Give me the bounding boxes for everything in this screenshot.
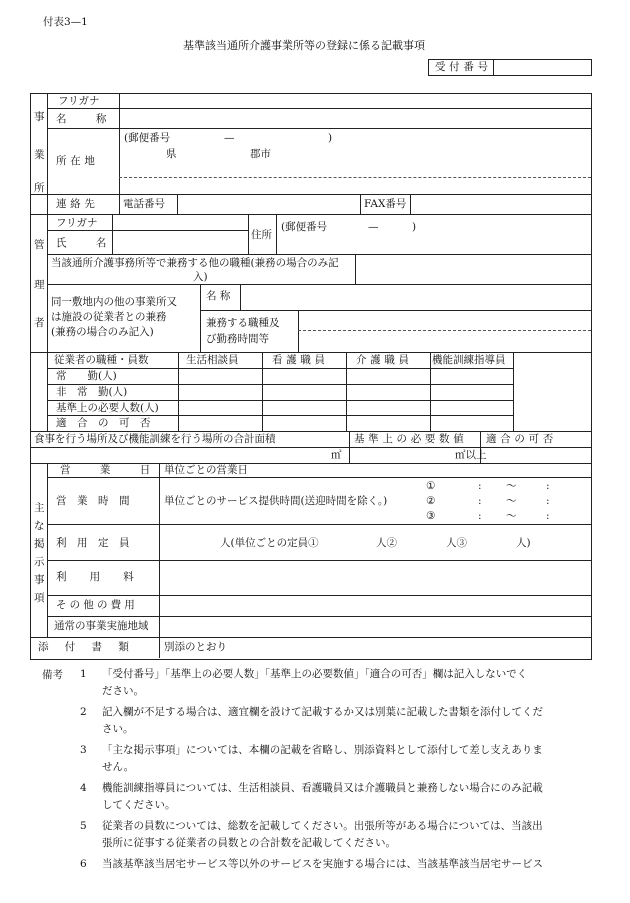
capacity-unit-3: 人③: [446, 537, 467, 549]
concurrent-job-label-line2: び勤務時間等: [206, 333, 269, 345]
note-3-line1: 「主な掲示事項」については、本欄の記載を省略し、別添資料として添付して差し支えありま: [102, 744, 543, 756]
main-section-label-5: 事: [34, 574, 45, 586]
manager-section-label-1: 管: [34, 239, 45, 251]
manager-name-label: 氏 名: [56, 237, 116, 249]
unit-mark-1: ①: [426, 480, 436, 492]
note-6: [80, 856, 625, 873]
staff-row-fit: 適 合 の 可 否: [56, 417, 151, 429]
capacity-value: 人(単位ごとの定員①: [220, 537, 319, 549]
main-section-label-1: 主: [34, 502, 45, 514]
office-pref-label: 県: [166, 148, 177, 160]
area-fit-label: 適合の可否: [486, 433, 557, 445]
office-name-label: 名 称: [56, 113, 116, 125]
time-colon-2b: :: [546, 495, 550, 507]
time-tilde-1: ～: [506, 480, 517, 492]
main-section-label-3: 掲: [34, 538, 45, 550]
note-3-line2: せん。: [102, 761, 135, 773]
other-job-label-line1: 当該通所介護事務所等で兼務する他の職種(兼務の場合のみ記: [51, 257, 339, 269]
office-fax-label: FAX番号: [364, 198, 407, 210]
time-colon-1a: :: [478, 480, 482, 492]
business-days-label: 営 業 日: [60, 464, 160, 476]
office-section-label-2: 業: [34, 149, 45, 161]
note-2: [80, 704, 625, 738]
time-colon-3b: :: [546, 510, 550, 522]
same-site-label-line1: 同一敷地内の他の事業所又: [51, 296, 177, 308]
note-1-line1: 「受付番号」「基準上の必要人数」「基準上の必要数値」「適合の可否」欄は記入しないでく: [102, 668, 528, 680]
staff-row-parttime: 非 常 勤(人): [56, 386, 128, 398]
main-section-label-4: 示: [34, 556, 45, 568]
office-postal-close: ): [328, 132, 333, 144]
note-5-number: 5: [80, 820, 87, 832]
attachment-value: 別添のとおり: [164, 641, 227, 653]
time-tilde-3: ～: [506, 510, 517, 522]
capacity-label: 利用定員: [56, 537, 140, 549]
attachment-label: 添付書類: [38, 641, 146, 653]
unit-mark-3: ③: [426, 510, 436, 522]
manager-furigana-label: フリガナ: [56, 217, 98, 229]
manager-postal-close: ): [412, 221, 417, 233]
note-1-number: 1: [80, 668, 87, 680]
page-title: 基準該当通所介護事業所等の登録に係る記載事項: [183, 39, 425, 52]
time-colon-2a: :: [478, 495, 482, 507]
form-number: 付表3—1: [43, 16, 88, 28]
manager-address-label: 住所: [251, 229, 272, 241]
area-standard-unit: ㎡以上: [455, 449, 487, 461]
other-fee-label: その他の費用: [56, 599, 138, 611]
same-site-label-line3: (兼務の場合のみ記入): [51, 326, 154, 338]
note-3-number: 3: [80, 744, 87, 756]
office-city-label: 郡市: [250, 148, 271, 160]
unit-mark-2: ②: [426, 495, 436, 507]
time-colon-3a: :: [478, 510, 482, 522]
capacity-end: 人): [516, 537, 531, 549]
staff-row-fulltime: 常 勤(人): [56, 370, 117, 382]
note-3: [80, 742, 625, 776]
office-postal-dash: —: [224, 132, 235, 144]
other-job-label-line2: 入): [193, 271, 208, 283]
office-postal-label: (郵便番号: [124, 132, 171, 144]
area-label: 食事を行う場所及び機能訓練を行う場所の合計面積: [34, 433, 276, 445]
business-days-value: 単位ごとの営業日: [164, 464, 248, 476]
main-section-label-2: な: [34, 520, 45, 532]
note-4-line2: してください。: [102, 799, 176, 811]
manager-postal-label: (郵便番号: [281, 221, 328, 233]
office-section-label-3: 所: [34, 182, 45, 194]
note-2-line1: 記入欄が不足する場合は、適宜欄を設けて記載するか又は別葉に記載した書類を添付してくだ: [102, 706, 543, 718]
business-hours-label: 営業時間: [56, 495, 140, 507]
area-unit: ㎡: [331, 449, 342, 461]
staff-col-counselor: 生活相談員: [186, 354, 239, 366]
time-colon-1b: :: [546, 480, 550, 492]
business-hours-value: 単位ごとのサービス提供時間(送迎時間を除く。): [164, 495, 388, 507]
main-section-label-6: 項: [34, 592, 45, 604]
receipt-number-label: 受付番号: [435, 61, 492, 73]
note-5-line2: 張所に従事する従業者の員数との合計数を記載してください。: [102, 837, 396, 849]
notes-title: 備考: [42, 669, 63, 681]
office-address-label: 所在地: [56, 155, 99, 167]
office-section-label-1: 事: [34, 111, 45, 123]
note-6-number: 6: [80, 858, 87, 870]
note-2-number: 2: [80, 706, 87, 718]
staff-row-required: 基準上の必要人数(人): [56, 402, 159, 414]
note-6-line1: 当該基準該当居宅サービス等以外のサービスを実施する場合には、当該基準該当居宅サービス: [102, 858, 543, 870]
office-tel-label: 電話番号: [123, 198, 165, 210]
staff-col-trainer: 機能訓練指導員: [432, 354, 506, 366]
note-5-line1: 従業者の員数については、総数を記載してください。出張所等がある場合については、当該出: [102, 820, 543, 832]
same-site-label-line2: は施設の従業者との兼務: [51, 311, 167, 323]
note-5: [80, 818, 625, 852]
note-4-number: 4: [80, 782, 87, 794]
facility-name-label: 名 称: [206, 290, 231, 302]
note-1: [80, 666, 625, 700]
manager-section-label-3: 者: [34, 317, 45, 329]
note-1-line2: ださい。: [102, 685, 144, 697]
staff-col-care: 介護職員: [356, 354, 413, 366]
service-area-label: 通常の事業実施地域: [54, 620, 149, 632]
office-contact-label: 連絡先: [56, 198, 99, 210]
staff-col-nurse: 看護職員: [272, 354, 329, 366]
capacity-unit-2: 人②: [376, 537, 397, 549]
manager-section-label-2: 理: [34, 279, 45, 291]
time-tilde-2: ～: [506, 495, 517, 507]
fee-label: 利 用 料: [56, 571, 140, 583]
office-furigana-label: フリガナ: [58, 95, 100, 107]
staff-header-label: 従業者の職種・員数: [54, 354, 149, 366]
area-standard-label: 基準上の必要数値: [354, 433, 468, 445]
note-2-line2: さい。: [102, 723, 134, 735]
note-4-line1: 機能訓練指導員については、生活相談員、看護職員又は介護職員と兼務しない場合にのみ記載: [102, 782, 543, 794]
manager-postal-dash: —: [368, 221, 379, 233]
concurrent-job-label-line1: 兼務する職種及: [206, 317, 280, 329]
note-4: [80, 780, 625, 814]
